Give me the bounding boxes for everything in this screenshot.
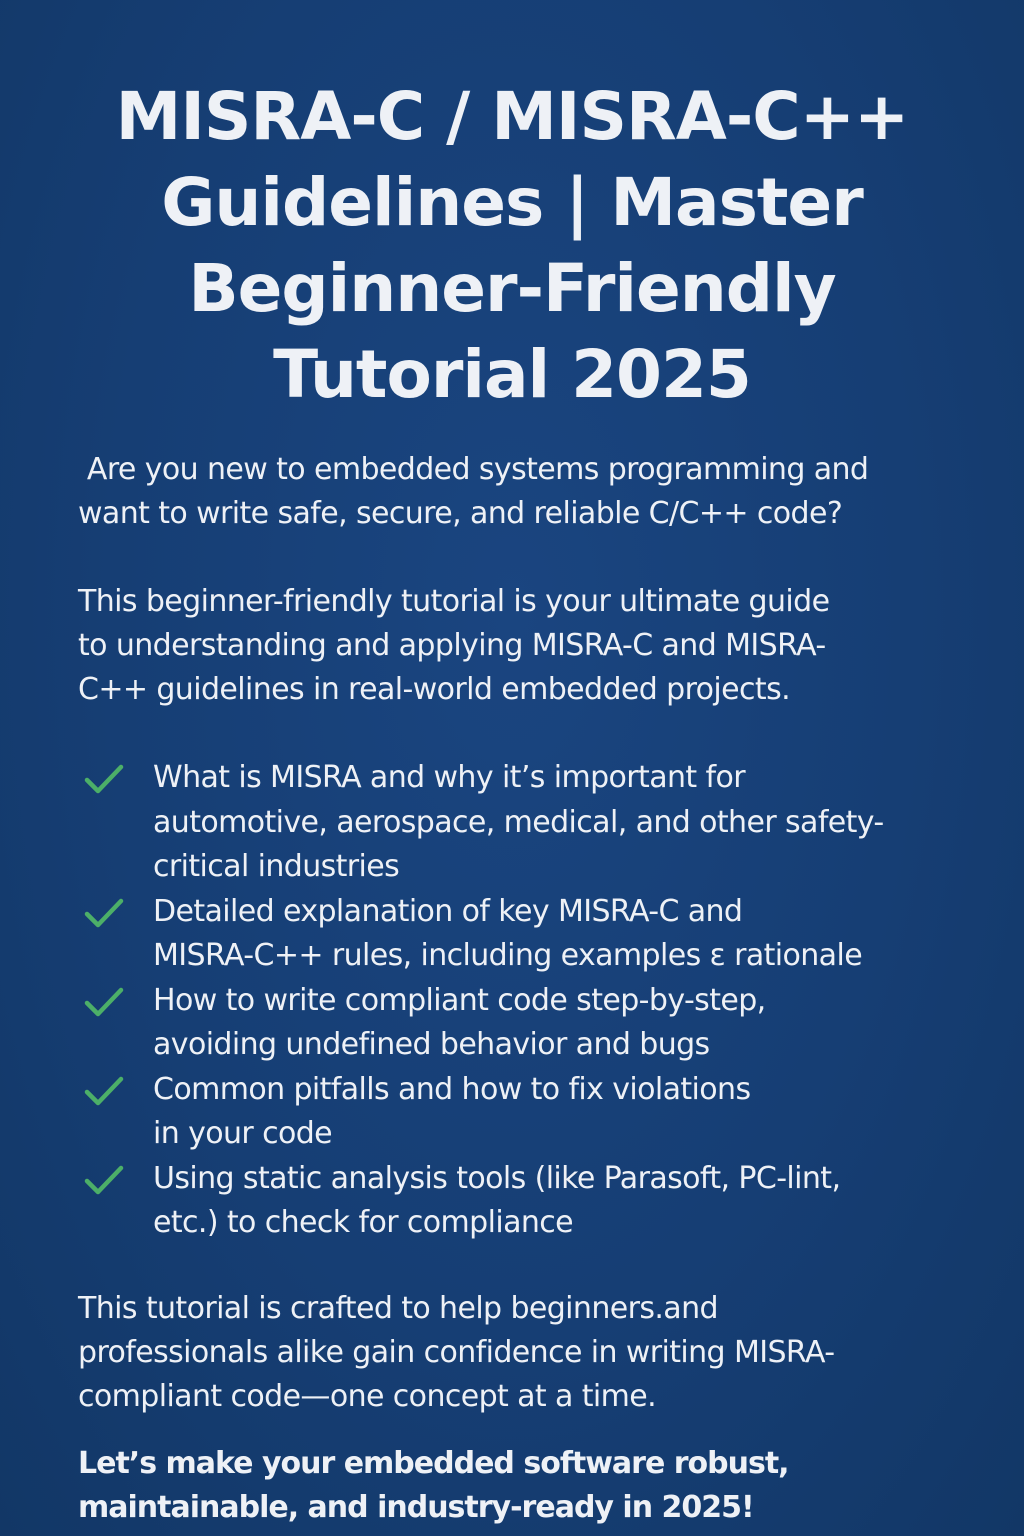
checklist-line: How to write compliant code step-by-step,: [153, 982, 766, 1018]
checklist-item: [78, 1068, 978, 1157]
check-icon: [83, 896, 125, 930]
checklist-line: What is MISRA and why it’s important for: [153, 760, 745, 795]
intro-line: Are you new to embedded systems programming and: [78, 452, 869, 487]
checklist-item: [78, 756, 978, 890]
cta-line: Let’s make your embedded software robust,: [78, 1446, 789, 1481]
checklist-line: MISRA-C++ rules, including examples ε rationale: [153, 938, 863, 973]
intro-line: want to write safe, secure, and reliable C/C++ code?: [78, 496, 843, 531]
checklist-line: Using static analysis tools (like Parasoft, PC-lint,: [153, 1160, 841, 1196]
checklist-line: avoiding undefined behavior and bugs: [153, 1027, 710, 1062]
checklist-item: [78, 979, 978, 1068]
page-title: [40, 74, 984, 418]
checklist-line: automotive, aerospace, medical, and other safety-: [153, 804, 884, 840]
checklist-item: [78, 1157, 978, 1246]
call-to-action: [78, 1442, 968, 1530]
checklist-line: critical industries: [153, 849, 400, 884]
check-icon: [83, 1163, 125, 1197]
check-icon: [83, 762, 125, 796]
closing-paragraph: [78, 1287, 968, 1419]
checklist-line: Common pitfalls and how to fix violations: [153, 1071, 751, 1107]
title-line: Tutorial 2025: [273, 336, 751, 413]
closing-line: professionals alike gain confidence in writing MISRA-: [78, 1335, 835, 1370]
title-line: Guidelines | Master: [161, 164, 863, 241]
checklist-line: Detailed explanation of key MISRA-C and: [153, 893, 743, 929]
title-line: MISRA-C / MISRA-C++: [115, 78, 909, 155]
check-icon: [83, 1074, 125, 1108]
description-line: C++ guidelines in real-world embedded projects.: [78, 672, 791, 707]
description-paragraph: [78, 580, 968, 712]
description-line: This beginner-friendly tutorial is your ultimate guide: [78, 584, 830, 619]
feature-checklist: [78, 756, 978, 1246]
title-line: Beginner-Friendly: [188, 250, 836, 327]
checklist-item: [78, 890, 978, 979]
cta-line: maintainable, and industry-ready in 2025!: [78, 1490, 754, 1525]
closing-line: compliant code—one concept at a time.: [78, 1379, 657, 1414]
checklist-line: in your code: [153, 1116, 333, 1151]
description-line: to understanding and applying MISRA-C and MISRA-: [78, 628, 826, 663]
intro-paragraph: [78, 448, 968, 536]
closing-line: This tutorial is crafted to help beginners.and: [78, 1291, 718, 1326]
checklist-line: etc.) to check for compliance: [153, 1205, 574, 1240]
check-icon: [83, 985, 125, 1019]
